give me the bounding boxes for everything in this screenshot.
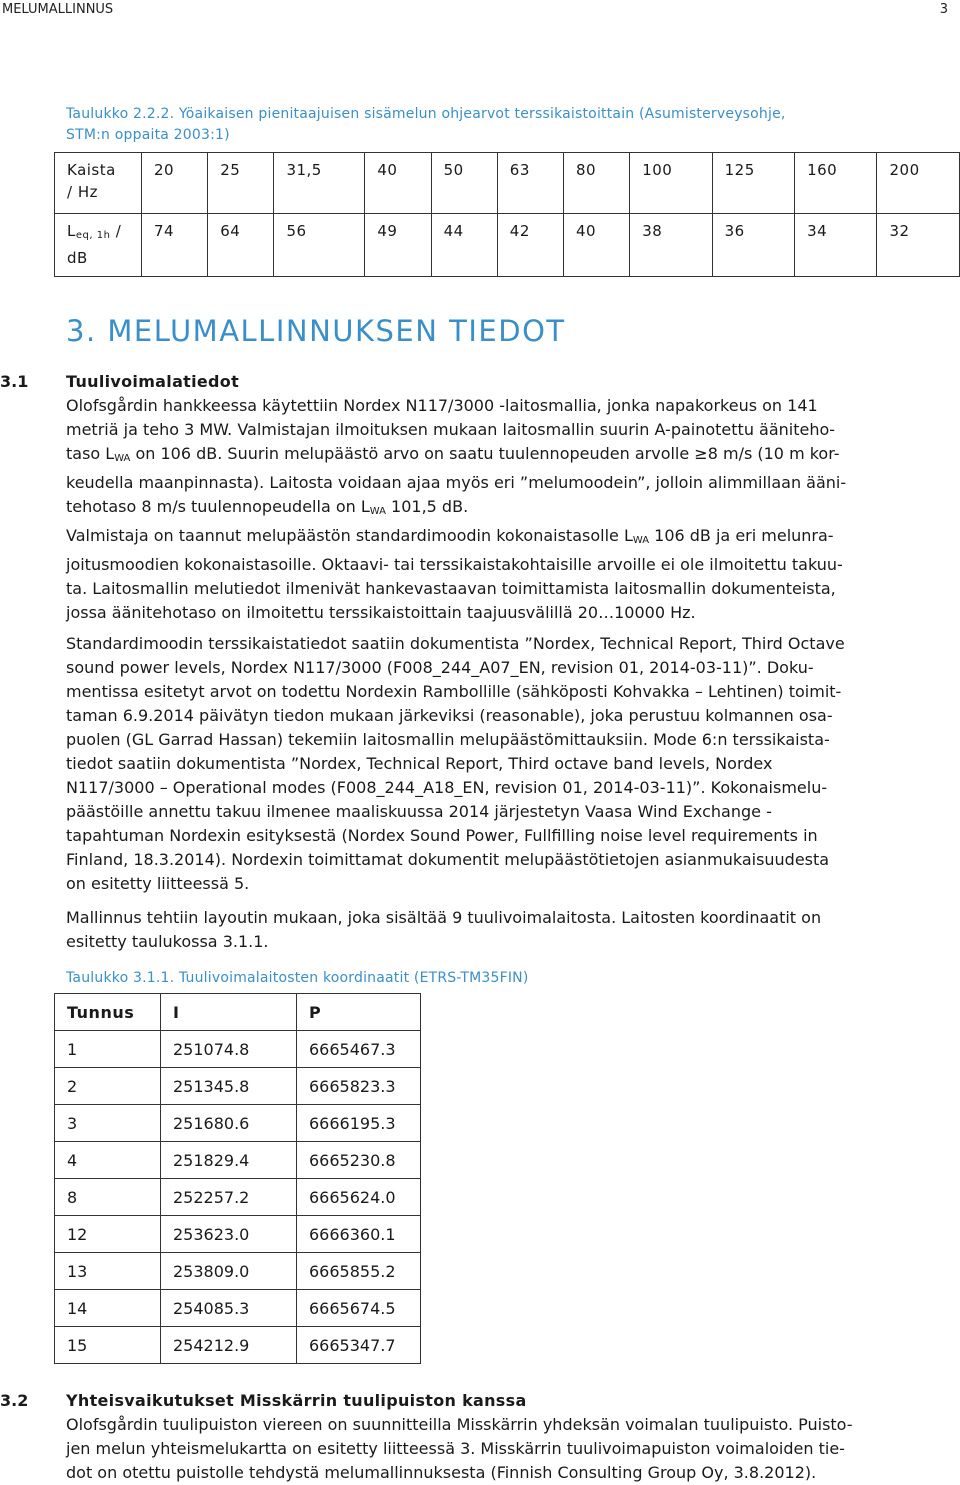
level-cell: 44 [431,214,497,277]
row-header-line: / Hz [67,183,98,201]
subscript: WA [369,506,386,517]
text-line: joitusmoodien kokonaistasoille. Oktaavi- tai terssikaistakohtaisille arvoille ei ole ilmoitettu takuu- [66,555,843,574]
freq-cell: 25 [208,153,274,214]
text-line [66,524,946,553]
table-cell: 254212.9 [161,1327,297,1364]
caption-line: STM:n oppaita 2003:1) [66,127,230,143]
level-cell: 40 [564,214,630,277]
table-row [55,214,960,277]
table-cell: 14 [55,1290,161,1327]
table-row [55,153,960,214]
level-cell: 36 [712,214,794,277]
table-row [55,1327,421,1364]
table-cell: 252257.2 [161,1179,297,1216]
text-run: on 106 dB. Suurin melupäästö arvo on saatu tuulennopeuden arvolle ≥8 m/s (10 m kor- [130,444,840,463]
level-cell: 49 [365,214,431,277]
text-line: keudella maanpinnasta). Laitosta voidaan ajaa myös eri ”melumoodein”, jolloin alimmillaan ääni- [66,473,847,492]
level-cell: 34 [795,214,877,277]
text-line: esitetty taulukossa 3.1.1. [66,932,269,951]
caption-line: Taulukko 2.2.2. Yöaikaisen pienitaajuisen sisämelun ohjearvot terssikaistoittain (Asumisterveysohje, [66,106,786,122]
text-line: Olofsgårdin tuulipuiston viereen on suunnitteilla Misskärrin yhdeksän voimalan tuulipuisto. Puisto- [66,1415,853,1434]
paragraph [66,1413,946,1485]
table-cell: 1 [55,1031,161,1068]
row-header-level [55,214,142,277]
text-line: sound power levels, Nordex N117/3000 (F008_244_A07_EN, revision 01, 2014-03-11)”. Doku- [66,658,814,677]
table-row [55,1105,421,1142]
column-header: I [161,994,297,1031]
table-row [55,1031,421,1068]
text-line: tapahtuman Nordexin esityksestä (Nordex Sound Power, Fullfilling noise level requirements in [66,826,818,845]
text-line: Mallinnus tehtiin layoutin mukaan, joka sisältää 9 tuulivoimalaitosta. Laitosten koordinaatit on [66,908,822,927]
table-cell: 12 [55,1216,161,1253]
level-cell: 74 [142,214,208,277]
table-cell: 253809.0 [161,1253,297,1290]
level-cell: 38 [630,214,712,277]
text-line: jossa äänitehotaso on ilmoitettu terssikaistoittain taajuusvälillä 20…10000 Hz. [66,603,696,622]
text-line: N117/3000 – Operational modes (F008_244_A18_EN, revision 01, 2014-03-11)”. Kokonaismelu- [66,778,828,797]
document-title: MELUMALLINNUS [2,2,114,17]
text-run: Valmistaja on taannut melupäästön standardimoodin kokonaistasolle L [66,526,633,545]
text-line [66,442,946,471]
level-cell: 56 [274,214,365,277]
freq-cell: 40 [365,153,431,214]
table-cell: 251680.6 [161,1105,297,1142]
paragraph [66,906,946,954]
table-header-row [55,994,421,1031]
row-header-unit: dB [67,249,88,267]
freq-cell: 125 [712,153,794,214]
table-cell: 6666195.3 [297,1105,421,1142]
row-header-main: L [67,222,76,240]
text-line: ta. Laitosmallin melutiedot ilmenivät hankevastaavan toimittamista laitosmallin dokumenteista, [66,579,836,598]
table-cell: 6665230.8 [297,1142,421,1179]
level-cell: 32 [877,214,960,277]
table-cell: 251345.8 [161,1068,297,1105]
table-cell: 6665347.7 [297,1327,421,1364]
table-cell: 6665855.2 [297,1253,421,1290]
table-caption-2-2-2 [66,104,786,146]
table-cell: 251829.4 [161,1142,297,1179]
page-number: 3 [939,2,948,17]
text-line: Finland, 18.3.2014). Nordexin toimittamat dokumentit melupäästötietojen asianmukaisuudesta [66,850,830,869]
text-run: tehotaso 8 m/s tuulennopeudella on L [66,497,370,516]
table-row [55,1253,421,1290]
paragraph [66,524,946,625]
section-heading: 3. MELUMALLINNUKSEN TIEDOT [66,314,566,348]
text-line: on esitetty liitteessä 5. [66,874,250,893]
subsection-heading: Yhteisvaikutukset Misskärrin tuulipuiston kanssa [66,1391,527,1410]
text-line: mentissa esitetyt arvot on todettu Nordexin Rambollille (sähköposti Kohvakka – Lehtinen) toimit- [66,682,842,701]
freq-cell: 100 [630,153,712,214]
freq-cell: 50 [431,153,497,214]
table-cell: 4 [55,1142,161,1179]
subsection-number: 3.1 [0,372,29,391]
text-run: taso L [66,444,115,463]
text-line: dot on otettu puistolle tehdystä melumallinnuksesta (Finnish Consulting Group Oy, 3.8.2012). [66,1463,817,1482]
subsection-number: 3.2 [0,1391,29,1410]
column-header: Tunnus [55,994,161,1031]
freq-cell: 200 [877,153,960,214]
page-header [0,0,960,22]
table-row [55,1290,421,1327]
table-cell: 13 [55,1253,161,1290]
table-cell: 2 [55,1068,161,1105]
text-line: taman 6.9.2014 päivätyn tiedon mukaan järkeviksi (reasonable), joka perustuu kolmannen osa- [66,706,833,725]
column-header: P [297,994,421,1031]
table-cell: 251074.8 [161,1031,297,1068]
table-cell: 6665674.5 [297,1290,421,1327]
table-cell: 8 [55,1179,161,1216]
table-row [55,1179,421,1216]
table-row [55,1142,421,1179]
table-cell: 15 [55,1327,161,1364]
level-cell: 64 [208,214,274,277]
row-header-band [55,153,142,214]
subsection-heading: Tuulivoimalatiedot [66,372,240,391]
freq-cell: 80 [564,153,630,214]
table-cell: 6665467.3 [297,1031,421,1068]
text-run: 106 dB ja eri melunra- [649,526,834,545]
freq-cell: 31,5 [274,153,365,214]
row-header-rest: / [110,222,122,240]
paragraph [66,394,946,524]
text-line: päästöille annettu takuu ilmenee maaliskuussa 2014 järjestetyn Vaasa Wind Exchange - [66,802,772,821]
text-line: tiedot saatiin dokumentista ”Nordex, Technical Report, Third octave band levels, Nordex [66,754,773,773]
text-line: Standardimoodin terssikaistatiedot saatiin dokumentista ”Nordex, Technical Report, Third Octave [66,634,845,653]
freq-cell: 160 [795,153,877,214]
table-cell: 6665823.3 [297,1068,421,1105]
row-header-line: Kaista [67,161,116,179]
table-cell: 6665624.0 [297,1179,421,1216]
frequency-guideline-table [54,152,960,277]
row-header-sub: eq, 1h [75,230,111,241]
text-run: 101,5 dB. [385,497,469,516]
subscript: WA [114,453,131,464]
coordinates-table [54,993,421,1364]
freq-cell: 63 [497,153,563,214]
table-cell: 3 [55,1105,161,1142]
text-line: metriä ja teho 3 MW. Valmistajan ilmoituksen mukaan laitosmallin suurin A-painotettu äänitehо- [66,420,836,439]
freq-cell: 20 [142,153,208,214]
level-cell: 42 [497,214,563,277]
text-line: Olofsgårdin hankkeessa käytettiin Nordex N117/3000 -laitosmallia, jonka napakorkeus on 141 [66,396,818,415]
table-cell: 253623.0 [161,1216,297,1253]
text-line: puolen (GL Garrad Hassan) tekemiin laitosmallin melupäästömittauksiin. Mode 6:n terssikaista- [66,730,830,749]
table-cell: 6666360.1 [297,1216,421,1253]
paragraph [66,632,946,896]
table-row [55,1216,421,1253]
table-row [55,1068,421,1105]
subscript: WA [632,535,650,546]
table-caption-3-1-1: Taulukko 3.1.1. Tuulivoimalaitosten koordinaatit (ETRS-TM35FIN) [66,970,529,986]
text-line: jen melun yhteismelukartta on esitetty liitteessä 3. Misskärrin tuulivoimapuiston voimaloiden tie- [66,1439,845,1458]
text-line [66,495,946,524]
table-cell: 254085.3 [161,1290,297,1327]
